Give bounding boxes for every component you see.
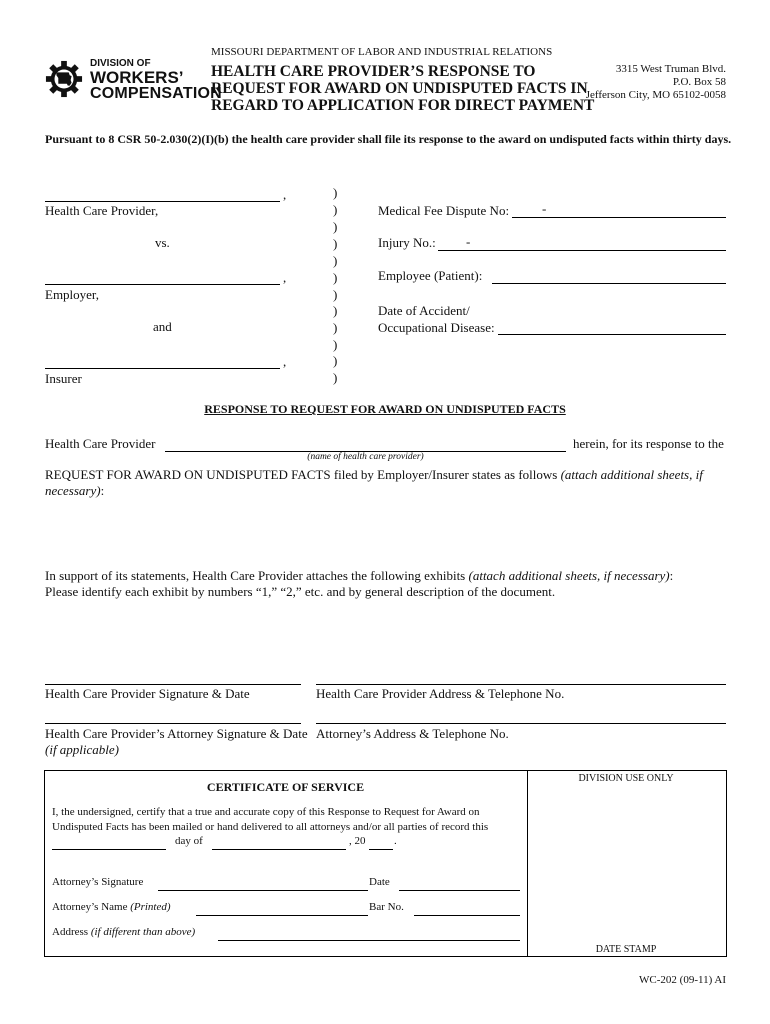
- paren: ): [333, 370, 338, 385]
- vs-label: vs.: [155, 235, 170, 250]
- paren: ): [333, 337, 338, 352]
- paren: ): [333, 219, 338, 234]
- date-stamp-label: DATE STAMP: [595, 944, 657, 955]
- year-period: .: [394, 835, 397, 847]
- hcp-response-label: Health Care Provider: [45, 436, 156, 451]
- paren: ): [333, 303, 338, 318]
- name-hint: (name of health care provider): [307, 452, 424, 462]
- certificate-body-line-1: I, the undersigned, certify that a true and accurate copy of this Response to Request for Award on: [52, 806, 480, 818]
- certificate-heading: CERTIFICATE OF SERVICE: [206, 780, 365, 794]
- service-year-input[interactable]: [369, 835, 393, 850]
- attorney-signature-label: [45, 726, 308, 758]
- request-note-1: (attach additional sheets, if: [560, 467, 703, 482]
- cert-attorney-signature-input[interactable]: [158, 876, 368, 891]
- request-statement: [45, 467, 735, 499]
- attorney-address-label: Attorney’s Address & Telephone No.: [316, 726, 509, 741]
- employee-patient-input[interactable]: [492, 269, 726, 284]
- form-number: WC-202 (09-11) AI: [639, 974, 726, 986]
- address-line-3: Jefferson City, MO 65102-0058: [585, 89, 726, 101]
- injury-dash: -: [466, 234, 471, 249]
- gear-missouri-icon: [45, 60, 83, 98]
- paren: ): [333, 236, 338, 251]
- support-statement: [45, 568, 735, 600]
- paren: ): [333, 353, 338, 368]
- form-title: [211, 63, 594, 114]
- dispute-dash: -: [542, 201, 547, 216]
- bar-no-label: Bar No.: [369, 901, 404, 913]
- hcp-address-input[interactable]: [316, 670, 726, 685]
- paren: ): [333, 253, 338, 268]
- response-heading: RESPONSE TO REQUEST FOR AWARD ON UNDISPUTED FACTS: [204, 402, 566, 416]
- cert-address-note: (if different than above): [90, 926, 196, 938]
- attorney-name-text: Attorney’s Name: [52, 901, 128, 913]
- certificate-body: [52, 805, 488, 835]
- identify-text: Please identify each exhibit by numbers “1,” “2,” etc. and by general description of the document.: [45, 584, 556, 599]
- comma-3: ,: [283, 354, 287, 369]
- support-colon: :: [669, 568, 674, 583]
- exhibits-area[interactable]: [45, 604, 729, 678]
- form-title-line-2: REQUEST FOR AWARD ON UNDISPUTED FACTS IN: [211, 80, 588, 97]
- insurer-input[interactable]: [45, 354, 280, 369]
- attorney-signature-text: Health Care Provider’s Attorney Signature & Date: [45, 726, 308, 741]
- employer-label: Employer,: [45, 287, 99, 302]
- hcp-signature-input[interactable]: [45, 670, 301, 685]
- date-of-accident-line-2: Occupational Disease:: [378, 320, 495, 335]
- response-statement-area[interactable]: [45, 504, 729, 566]
- health-care-provider-input[interactable]: [45, 187, 280, 202]
- employer-input[interactable]: [45, 270, 280, 285]
- day-of-label: day of: [175, 835, 203, 847]
- attorney-name-printed: (Printed): [130, 901, 171, 913]
- request-text: REQUEST FOR AWARD ON UNDISPUTED FACTS filed by Employer/Insurer states as follows: [45, 467, 558, 482]
- service-month-input[interactable]: [212, 835, 346, 850]
- attorney-signature-input[interactable]: [45, 709, 301, 724]
- paren: ): [333, 202, 338, 217]
- paren: ): [333, 185, 338, 200]
- date-of-accident-line-1: Date of Accident/: [378, 303, 470, 318]
- employee-patient-label: Employee (Patient):: [378, 268, 483, 283]
- cert-address-label: [52, 926, 195, 938]
- hcp-name-input[interactable]: [165, 437, 566, 452]
- cert-address-input[interactable]: [218, 926, 520, 941]
- attorney-address-input[interactable]: [316, 709, 726, 724]
- logo-line-2: WORKERS’: [90, 68, 184, 87]
- year-prefix: , 20: [349, 835, 366, 847]
- cert-date-input[interactable]: [399, 876, 520, 891]
- date-of-accident-input[interactable]: [498, 320, 726, 335]
- support-text: In support of its statements, Health Care Provider attaches the following exhibits: [45, 568, 466, 583]
- date-of-accident-label: [378, 302, 495, 336]
- division-address: [586, 63, 726, 102]
- hcp-signature-label: Health Care Provider Signature & Date: [45, 686, 250, 701]
- department-name: MISSOURI DEPARTMENT OF LABOR AND INDUSTRIAL RELATIONS: [211, 46, 553, 58]
- address-line-1: 3315 West Truman Blvd.: [615, 63, 726, 75]
- box-divider: [527, 770, 528, 956]
- form-title-line-1: HEALTH CARE PROVIDER’S RESPONSE TO: [211, 63, 536, 80]
- paren: ): [333, 270, 338, 285]
- comma-1: ,: [283, 187, 287, 202]
- certificate-body-line-2: Undisputed Facts has been mailed or hand delivered to all attorneys and/or all parties of record this: [52, 821, 489, 833]
- request-colon: :: [100, 483, 105, 498]
- health-care-provider-label: Health Care Provider,: [45, 203, 159, 218]
- injury-no-label: Injury No.:: [378, 235, 436, 250]
- attorney-sig-label: Attorney’s Signature: [52, 876, 144, 888]
- and-label: and: [153, 319, 172, 334]
- injury-no-input[interactable]: [438, 236, 726, 251]
- cert-address-text: Address: [52, 926, 89, 938]
- cert-date-label: Date: [369, 876, 390, 888]
- comma-2: ,: [283, 270, 287, 285]
- medical-fee-dispute-label: Medical Fee Dispute No:: [378, 203, 510, 218]
- attorney-name-input[interactable]: [196, 901, 368, 916]
- service-day-input[interactable]: [52, 835, 166, 850]
- form-title-line-3: REGARD TO APPLICATION FOR DIRECT PAYMENT: [211, 97, 595, 114]
- support-note: (attach additional sheets, if necessary): [468, 568, 670, 583]
- division-use-only-label: DIVISION USE ONLY: [578, 773, 674, 784]
- request-note-2: necessary): [45, 483, 101, 498]
- insurer-label: Insurer: [45, 371, 82, 386]
- hcp-address-label: Health Care Provider Address & Telephone No.: [316, 686, 565, 701]
- paren: ): [333, 287, 338, 302]
- logo-line-3: COMPENSATION: [90, 85, 222, 102]
- logo-line-1: DIVISION OF: [90, 58, 151, 69]
- paren: ): [333, 320, 338, 335]
- bar-no-input[interactable]: [414, 901, 520, 916]
- herein-text: herein, for its response to the: [573, 436, 724, 451]
- division-logo: [45, 58, 222, 104]
- attorney-name-label: [52, 901, 171, 913]
- address-line-2: P.O. Box 58: [672, 76, 726, 88]
- pursuant-notice: Pursuant to 8 CSR 50-2.030(2)(I)(b) the health care provider shall file its response to the award on undisputed facts within thirty days.: [45, 132, 732, 146]
- attorney-signature-note: (if applicable): [45, 742, 120, 757]
